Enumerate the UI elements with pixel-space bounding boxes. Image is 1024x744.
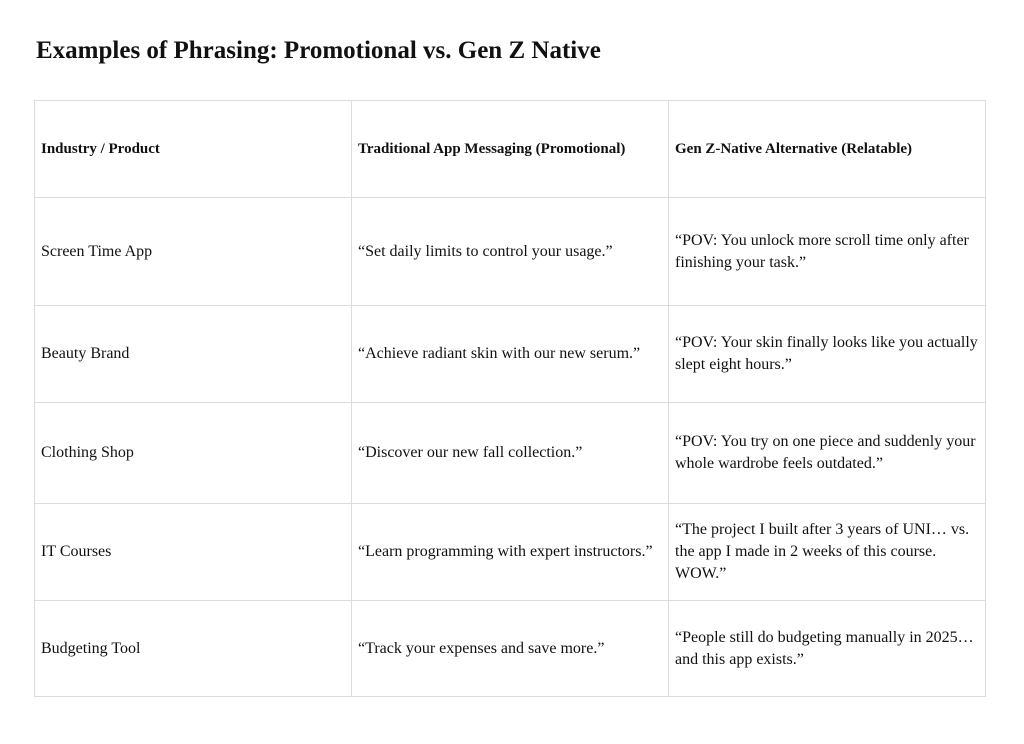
cell-traditional: “Set daily limits to control your usage.” (352, 198, 669, 306)
cell-genz: “People still do budgeting manually in 2025… and this app exists.” (669, 601, 986, 697)
table-row (35, 306, 986, 403)
phrasing-comparison-table (34, 100, 986, 697)
cell-genz: “POV: Your skin finally looks like you actually slept eight hours.” (669, 306, 986, 403)
cell-traditional: “Discover our new fall collection.” (352, 403, 669, 504)
cell-traditional: “Track your expenses and save more.” (352, 601, 669, 697)
column-header-genz: Gen Z-Native Alternative (Relatable) (669, 101, 986, 198)
table-header-row (35, 101, 986, 198)
cell-industry: Beauty Brand (35, 306, 352, 403)
table-row (35, 601, 986, 697)
table-row (35, 403, 986, 504)
cell-traditional: “Learn programming with expert instructors.” (352, 504, 669, 601)
table-row (35, 198, 986, 306)
cell-industry: Clothing Shop (35, 403, 352, 504)
cell-traditional: “Achieve radiant skin with our new serum.” (352, 306, 669, 403)
column-header-traditional: Traditional App Messaging (Promotional) (352, 101, 669, 198)
cell-genz: “POV: You try on one piece and suddenly your whole wardrobe feels outdated.” (669, 403, 986, 504)
table-row (35, 504, 986, 601)
cell-industry: Budgeting Tool (35, 601, 352, 697)
cell-genz: “The project I built after 3 years of UNI… vs. the app I made in 2 weeks of this course. WOW.” (669, 504, 986, 601)
column-header-industry: Industry / Product (35, 101, 352, 198)
cell-industry: IT Courses (35, 504, 352, 601)
cell-industry: Screen Time App (35, 198, 352, 306)
page-title: Examples of Phrasing: Promotional vs. Gen Z Native (36, 37, 601, 64)
cell-genz: “POV: You unlock more scroll time only after finishing your task.” (669, 198, 986, 306)
